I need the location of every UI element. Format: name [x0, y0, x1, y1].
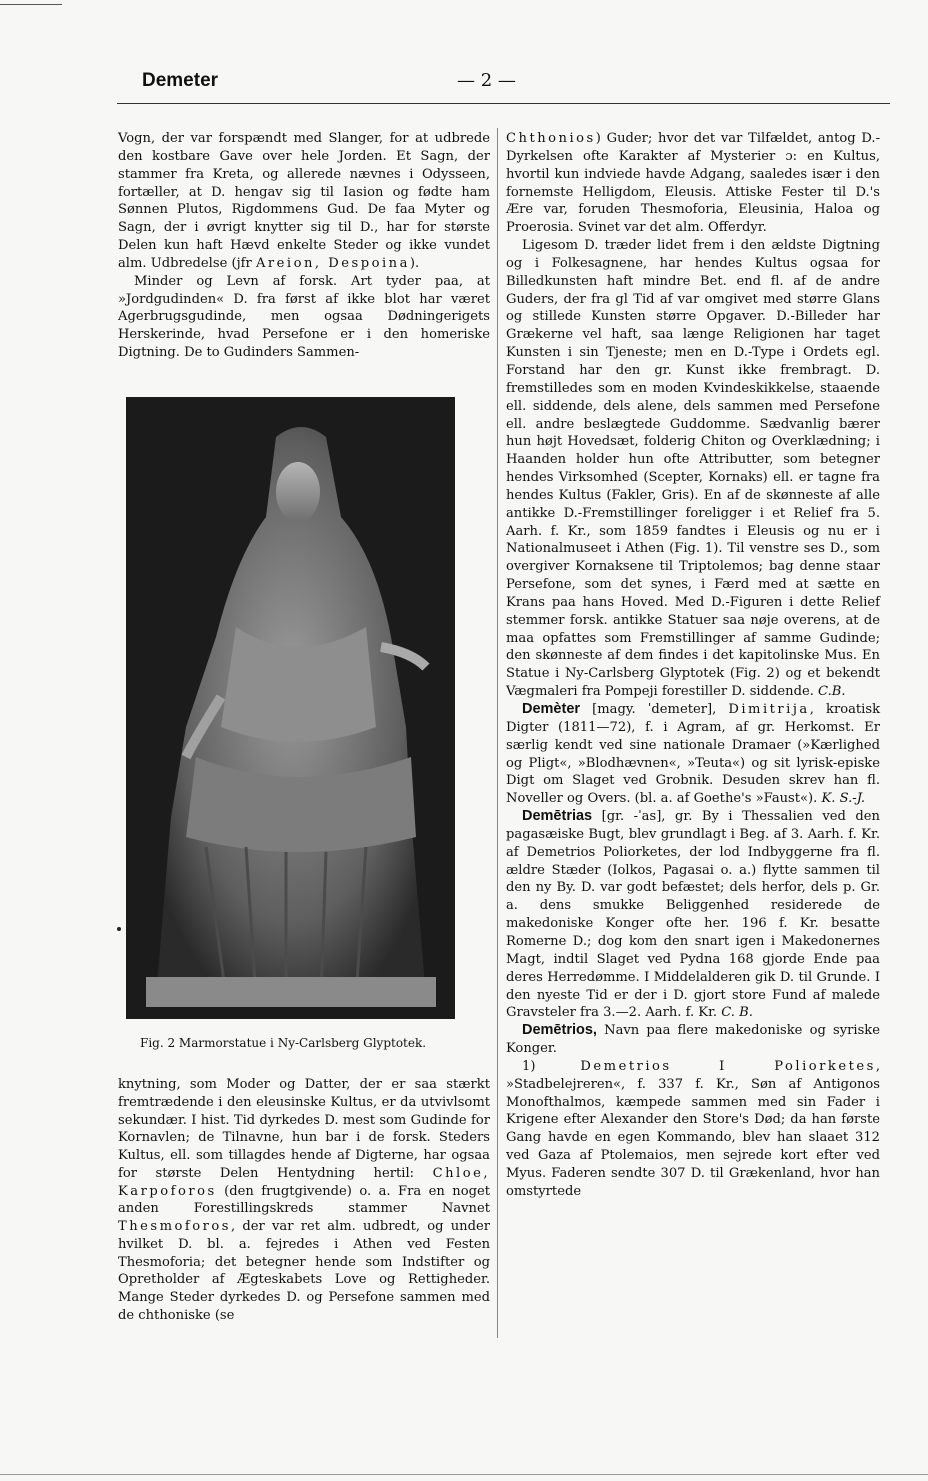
paragraph: Ligesom D. træder lidet frem i den ældste Digtning og i Folkesagnene, har hendes Kultus ogsaa for Billedkunsten haft mindre Bet. end fl. af de andre Guders, der fra gl Tid af var omgivet med større Glans og stillede Kunsten større Opgaver. D.-Billeder har Grækerne vel haft, saa længe Religionen har taget Kunsten i sin Tjeneste; men en D.-Type i Ordets egl. Forstand har den gr. Kunst ikke frembragt. D. fremstilledes som en moden Kvindeskikkelse, staaende ell. siddende, dels alene, dels sammen med Persefone ell. andre beslægtede Guddomme. Sædvanlig bærer hun højt Hovedsæt, folderig Chiton og Overklædning; i Haanden holder hun ofte Attributter, som betegner hendes Virksomhed (Scepter, Kornaks) ell. er tagne fra hendes Kultus (Fakler, Gris). En af de skønneste af alle antikke D.-Fremstillinger foreligger i et Relief fra 5. Aarh. f. Kr., som 1859 fandtes i Eleusis og nu er i Nationalmuseet i Athen (Fig. 1). Til venstre ses D., som overgiver Kornaksene til Triptolemos; bag denne staar Persefone, som det synes, i Færd med at sætte en Krans paa hans Hoved. Med D.-Figuren i dette Relief stemmer forsk. antikke Statuer saa nøje overens, at de maa opfattes som Fremstillinger af samme Gudinde; den skønneste af dem findes i det kapitolinske Mus. En Statue i Ny-Carlsberg Glyptotek (Fig. 2) og et bekendt Vægmaleri fra Pompeji forestiller D. siddende. C.B. [506, 238, 880, 700]
page-number: — 2 — [457, 70, 516, 91]
page-header [117, 70, 877, 96]
statue-photo [126, 397, 455, 1019]
bottom-edge-rule [0, 1474, 928, 1475]
header-rule [117, 103, 890, 104]
demeter-statue-image [126, 397, 455, 1019]
paragraph: Chthonios) Guder; hvor det var Tilfældet, antog D.-Dyrkelsen ofte Karakter af Mysterier ɔ: en Kultus, hvortil kun indviede havde Adgang, saaledes især i den fornemste Helligdom, Eleusis. Attiske Fester til D.'s Ære var, foruden Thesmoforia, Eleusinia, Haloa og Proerosia. Svinet var det alm. Offerdyr. [506, 131, 880, 236]
figure-caption: Fig. 2 Marmorstatue i Ny-Carlsberg Glyptotek. [140, 1036, 427, 1050]
signature: K. S.-J. [821, 791, 866, 807]
entry-demetrios-i: 1) Demetrios I Poliorketes, »Stadbelejreren«, f. 337 f. Kr., Søn af Antigonos Monofthalmos, kæmpede sammen med sin Fader i Krigene efter Alexander den Store's Død; da han første Gang havde en egen Kommando, blev han slaaet 312 ved Gaza af Ptolemaios, men sejrede kort efter ved Myus. Faderen sendte 307 D. til Grækenland, hvor han omstyrtede [506, 1058, 880, 1199]
signature: C. B. [721, 1005, 753, 1021]
running-headword: Demeter [142, 70, 219, 91]
entry-demetrios: Demētrios, Navn paa flere makedoniske og syriske Konger. [506, 1022, 880, 1057]
right-column [506, 130, 880, 1201]
column-divider [497, 128, 498, 1338]
paragraph: Minder og Levn af forsk. Art tyder paa, at »Jordgudinden« D. fra først af ikke blot har været Agerbrugsgudinde, men ogsaa Dødningerigets Herskerinde, hvad Persefone er i den homeriske Digtning. De to Gudinders Sammen- [118, 273, 490, 361]
signature: C.B. [818, 684, 846, 700]
paragraph: Vogn, der var forspændt med Slanger, for at udbrede den kostbare Gave over hele Jorden. Et Sagn, der stammer fra Kreta, og allerede nævnes i Odysseen, fortæller, at D. hengav sig til Iasion og fødte ham Sønnen Plutos, Rigdommens Gud. De faa Myter og Sagn, der i øvrigt knytter sig til D., har for største Delen kun haft Hævd enkelte Steder og ikke vundet alm. Udbredelse (jfr Areion, Despoina). [118, 131, 490, 271]
entry-demetrias: Demētrias [gr. -ˈas], gr. By i Thessalien ved den pagasæiske Bugt, blev grundlagt i Beg. af 3. Aarh. f. Kr. af Demetrios Poliorketes, der lod Indbyggerne fra fl. ældre Stæder (Iolkos, Pagasai o. a.) flytte sammen til den ny By. D. var godt befæstet; dels herfor, dels p. Gr. a. dens smukke Beliggenhed residerede de makedoniske Konger ofte her. 196 f. Kr. besatte Romerne D.; dog kom den snart igen i Makedonernes Magt, indtil Slaget ved Pydna 168 gjorde Ende paa deres Herredømme. I Middelalderen gik D. til Grunde. I den nyeste Tid er der i D. gjort store Fund af malede Gravsteler fra 3.—2. Aarh. f. Kr. C. B. [506, 808, 880, 1021]
left-column-bottom [118, 1076, 490, 1325]
entry-dimitrija: Demèter [magy. ˈdemeter], Dimitrija, kroatisk Digter (1811—72), f. i Agram, af gr. Herkomst. Er særlig kendt ved sine nationale Dramaer (»Kærlighed og Pligt«, »Blodhævnen«, »Teuta«) og sit lyrisk-episke Digt om Slaget ved Grobnik. Desuden skrev han fl. Noveller og Overs. (bl. a. af Goethe's »Faust«). K. S.-J. [506, 701, 880, 807]
paragraph: knytning, som Moder og Datter, der er saa stærkt fremtrædende i den eleusinske Kultus, er da utvivlsomt sekundær. I hist. Tid dyrkedes D. mest som Gudinde for Kornavlen; de Tilnavne, hun bar i de forsk. Steders Kultus, ell. som tillagdes hende af Digterne, har ogsaa for største Delen Hentydning hertil: Chloe, Karpoforos (den frugtgivende) o. a. Fra en noget anden Forestillingskreds stammer Navnet Thesmoforos, der var ret alm. udbredt, og under hvilket D. bl. a. fejredes i Athen ved Festen Thesmoforia; det betegner hende som Indstifter og Opretholder af Ægteskabets Love og Rettigheder. Mange Steder dyrkedes D. og Persefone sammen med de chthoniske (se [118, 1077, 490, 1323]
top-edge-rule [0, 4, 62, 5]
left-column-top [118, 130, 490, 362]
margin-dot [117, 927, 121, 931]
